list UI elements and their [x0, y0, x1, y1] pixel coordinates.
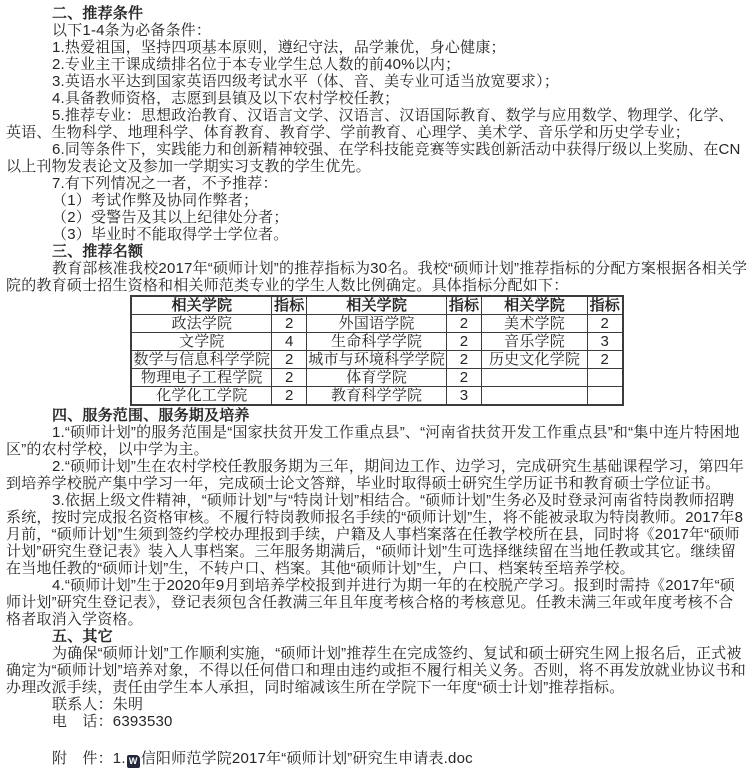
paragraph: 1.“硕师计划”的服务范围是“国家扶贫开发工作重点县”、“河南省扶贫开发工作重点县”和“集中连片特困地区”的农村学校，以中学为主。 [6, 424, 740, 458]
section4-items [6, 424, 748, 628]
attachment-prefix: 附 件：1. [52, 750, 126, 767]
section3-paragraph: 教育部核准我校2017年“硕师计划”的推荐指标为30名。我校“硕师计划”推荐指标的分配方案根据各相关学院的教育硕士招生资格和相关师范类专业的学生人数比例确定。具体指标分配如下： [6, 260, 748, 294]
section5-heading: 五、其它 [52, 628, 113, 645]
quota-table-row [131, 387, 622, 406]
quota-table-header-row [131, 296, 622, 315]
quota-cell: 2 [447, 369, 482, 387]
paragraph: 7.有下列情况之一者，不予推荐： [52, 175, 278, 192]
section3-heading: 三、推荐名额 [52, 243, 144, 260]
quota-cell: 2 [447, 333, 482, 351]
college-cell: 历史文化学院 [482, 351, 588, 369]
quota-table-header-cell: 相关学院 [131, 296, 271, 315]
attachment-file-link[interactable]: 信阳师范学院2017年“硕师计划”研究生申请表.doc [140, 750, 473, 767]
quota-cell: 2 [447, 351, 482, 369]
quota-table-header-cell: 指标 [447, 296, 482, 315]
quota-cell: 2 [272, 351, 307, 369]
college-cell: 体育学院 [307, 369, 447, 387]
quota-table-row [131, 333, 622, 351]
paragraph: 2.专业主干课成绩排名位于本专业学生总人数的前40%以内； [52, 56, 461, 73]
quota-cell: 2 [272, 387, 307, 406]
quota-cell [588, 369, 623, 387]
quota-cell: 2 [272, 369, 307, 387]
quota-table-row [131, 315, 622, 333]
quota-cell: 3 [588, 333, 623, 351]
paragraph: （3）毕业时不能取得学士学位者。 [52, 226, 289, 243]
quota-cell: 2 [447, 315, 482, 333]
quota-table [130, 295, 623, 406]
quota-table-header-cell: 指标 [588, 296, 623, 315]
contact-person: 联系人：朱明 [52, 696, 144, 713]
college-cell: 音乐学院 [482, 333, 588, 351]
college-cell: 美术学院 [482, 315, 588, 333]
quota-cell: 2 [272, 315, 307, 333]
paragraph: 2.“硕师计划”生在农村学校任教服务期为三年，期间边工作、边学习，完成研究生基础课程学习，第四年到培养学校脱产集中学习一年，完成硕士论文答辩，毕业时取得硕士研究生学历证书和教育硕士学位证书。 [6, 458, 745, 492]
attachment-line [6, 750, 748, 768]
college-cell: 政法学院 [131, 315, 271, 333]
quota-table-header-cell: 相关学院 [307, 296, 447, 315]
college-cell: 化学化工学院 [131, 387, 271, 406]
quota-cell: 2 [588, 315, 623, 333]
quota-table-row [131, 351, 622, 369]
section2-intro: 以下1-4条为必备条件： [52, 22, 212, 39]
quota-cell: 3 [447, 387, 482, 406]
college-cell [482, 387, 588, 406]
paragraph: 6.同等条件下，实践能力和创新精神较强、在学科技能竞赛等实践创新活动中获得厅级以上奖励、在CN以上刊物发表论文及参加一学期实习支教的学生优先。 [6, 141, 741, 175]
college-cell [482, 369, 588, 387]
paragraph: （2）受警告及其以上纪律处分者； [52, 209, 289, 226]
quota-cell: 2 [588, 351, 623, 369]
college-cell: 教育科学学院 [307, 387, 447, 406]
college-cell: 生命科学学院 [307, 333, 447, 351]
section5-paragraph: 为确保“硕师计划”工作顺利实施，“硕师计划”推荐生在完成签约、复试和硕士研究生网上报名后，正式被确定为“硕师计划”培养对象，不得以任何借口和理由违约或拒不履行相关义务。否则，将不再发放就业协议书和办理改派手续，责任由学生本人承担，同时缩减该生所在学院下一年度“硕士计划”推荐指标。 [6, 645, 746, 696]
paragraph: 1.热爱祖国，坚持四项基本原则，遵纪守法，品学兼优，身心健康； [52, 39, 506, 56]
paragraph: 4.“硕师计划”生于2020年9月到培养学校报到并进行为期一年的在校脱产学习。报到时需持《2017年“硕师计划”研究生登记表》，登记表须包含任教满三年且年度考核合格的考核意见。任教未满三年或年度考核不合格者取消入学资格。 [6, 577, 735, 628]
section2-heading: 二、推荐条件 [52, 5, 144, 22]
quota-table-header-cell: 指标 [272, 296, 307, 315]
contact-phone: 电 话：6393530 [52, 713, 173, 730]
section2-items [6, 39, 748, 243]
college-cell: 城市与环境科学学院 [308, 350, 446, 368]
paragraph: （1）考试作弊及协同作弊者； [52, 192, 259, 209]
paragraph: 3.依据上级文件精神，“硕师计划”与“特岗计划”相结合。“硕师计划”生务必及时登录河南省特岗教师招聘系统，按时完成报名资格审核。不履行特岗教师报名手续的“硕师计划”生，将不能被录取为特岗教师。2017年8月前，“硕师计划”生须到签约学校办理报到手续，户籍及人事档案落在任教学校所在县，同时将《2017年“硕师计划”研究生登记表》装入人事档案。三年服务期满后，“硕师计划”生可选择继续留在当地任教或其它。继续留在当地任教的“硕师计划”生，不转户口、档案。其他“硕师计划”生，户口、档案转至培养学校。 [6, 492, 744, 577]
paragraph: 5.推荐专业：思想政治教育、汉语言文学、汉语言、汉语国际教育、数学与应用数学、物理学、化学、英语、生物科学、地理科学、体育教育、教育学、学前教育、心理学、美术学、音乐学和历史学专业； [6, 107, 734, 141]
college-cell: 物理电子工程学院 [131, 369, 271, 387]
quota-table-row [131, 369, 622, 387]
college-cell: 数学与信息科学学院 [133, 350, 271, 368]
quota-table-header-cell: 相关学院 [482, 296, 588, 315]
quota-cell [588, 387, 623, 406]
college-cell: 文学院 [131, 333, 271, 351]
paragraph: 3.英语水平达到国家英语四级考试水平（体、音、美专业可适当放宽要求）； [52, 73, 560, 90]
quota-cell: 4 [272, 333, 307, 351]
section4-heading: 四、服务范围、服务期及培养 [52, 407, 250, 424]
college-cell: 外国语学院 [307, 315, 447, 333]
word-doc-icon: W [127, 755, 140, 768]
paragraph: 4.具备教师资格，志愿到县镇及以下农村学校任教； [52, 90, 400, 107]
